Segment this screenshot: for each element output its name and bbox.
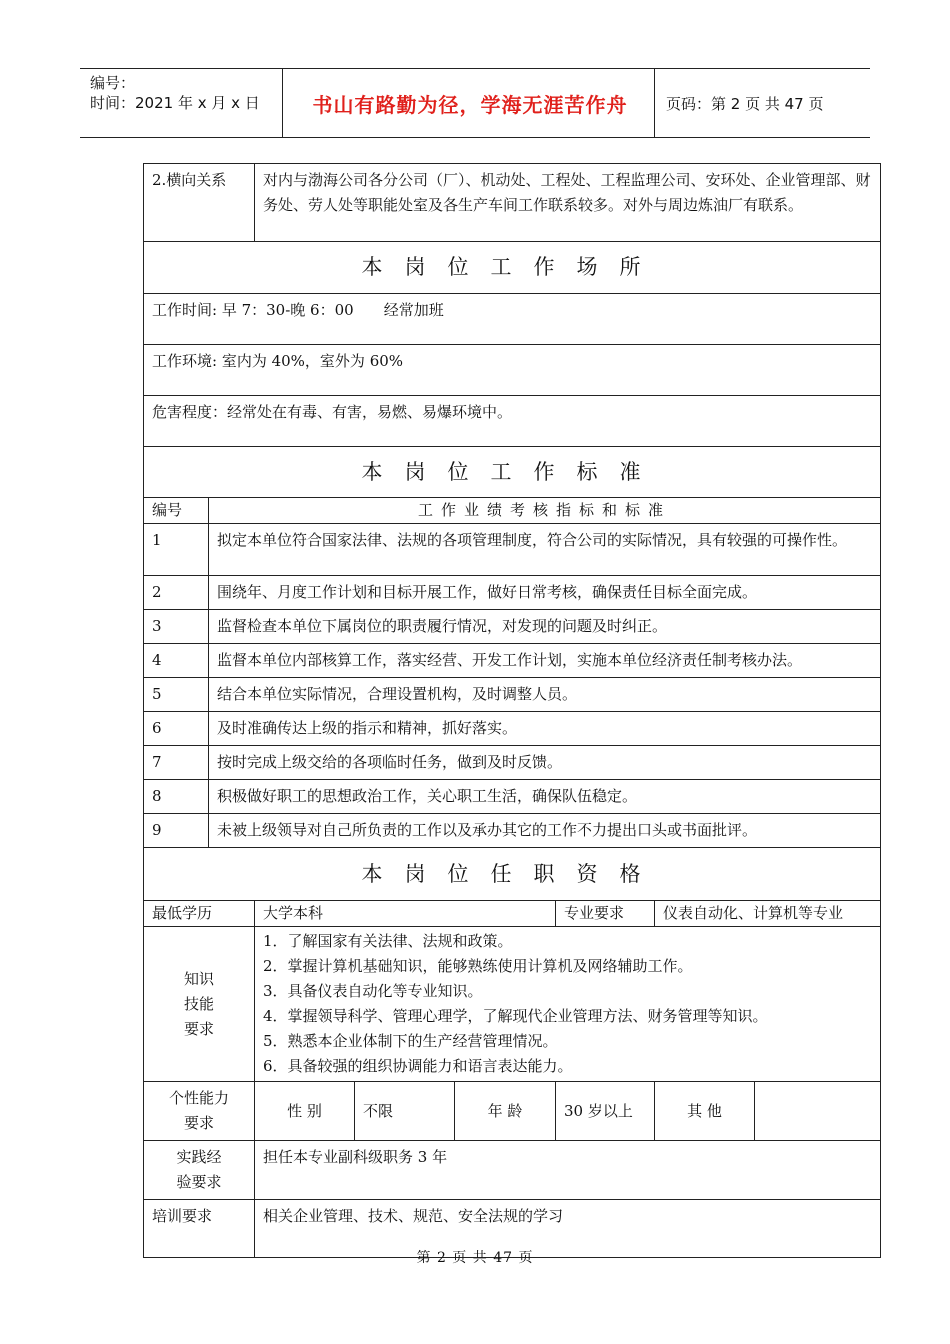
knowledge-item: 2．掌握计算机基础知识，能够熟练使用计算机及网络辅助工作。 xyxy=(263,957,693,975)
standard-number: 6 xyxy=(144,712,209,746)
standard-text: 监督本单位内部核算工作，落实经营、开发工作计划，实施本单位经济责任制考核办法。 xyxy=(209,644,881,678)
age-value: 30 岁以上 xyxy=(556,1082,655,1141)
qualifications-section-title: 本岗位任职资格 xyxy=(144,848,881,901)
practice-label-text: 实践经验要求 xyxy=(176,1148,222,1191)
standards-number-header: 编号 xyxy=(144,498,209,524)
standard-number: 9 xyxy=(144,814,209,848)
practice-label xyxy=(144,1141,255,1200)
standard-text: 按时完成上级交给的各项临时任务，做到及时反馈。 xyxy=(209,746,881,780)
knowledge-item: 6．具备较强的组织协调能力和语言表达能力。 xyxy=(263,1057,573,1075)
knowledge-item: 5．熟悉本企业体制下的生产经营管理情况。 xyxy=(263,1032,558,1050)
other-value xyxy=(755,1082,881,1141)
work-environment: 工作环境: 室内为 40%，室外为 60% xyxy=(144,345,881,396)
job-description-table xyxy=(143,163,881,1258)
standard-number: 5 xyxy=(144,678,209,712)
major-label: 专业要求 xyxy=(556,901,655,927)
relations-text: 对内与渤海公司各分公司（厂）、机动处、工程处、工程监理公司、安环处、企业管理部、财务处、劳人处等职能处室及各生产车间工作联系较多。对外与周边炼油厂有联系。 xyxy=(255,164,881,242)
standard-row xyxy=(144,712,881,746)
standard-number: 8 xyxy=(144,780,209,814)
standards-section-title: 本岗位工作标准 xyxy=(144,447,881,498)
standard-row xyxy=(144,644,881,678)
knowledge-label xyxy=(144,927,255,1082)
relations-row xyxy=(144,164,881,242)
training-value: 相关企业管理、技术、规范、安全法规的学习 xyxy=(255,1200,881,1258)
standard-text: 拟定本单位符合国家法律、法规的各项管理制度，符合公司的实际情况，具有较强的可操作性。 xyxy=(209,524,881,576)
standard-text: 监督检查本单位下属岗位的职责履行情况，对发现的问题及时纠正。 xyxy=(209,610,881,644)
header-motto: 书山有路勤为径，学海无涯苦作舟 xyxy=(312,92,628,117)
major-value: 仪表自动化、计算机等专业 xyxy=(655,901,881,927)
standard-row xyxy=(144,780,881,814)
education-label: 最低学历 xyxy=(144,901,255,927)
standard-text: 围绕年、月度工作计划和目标开展工作，做好日常考核，确保责任目标全面完成。 xyxy=(209,576,881,610)
age-label: 年 龄 xyxy=(455,1082,556,1141)
standard-row xyxy=(144,678,881,712)
work-hazard: 危害程度：经常处在有毒、有害，易燃、易爆环境中。 xyxy=(144,396,881,447)
standard-text: 未被上级领导对自己所负责的工作以及承办其它的工作不力提出口头或书面批评。 xyxy=(209,814,881,848)
practice-value: 担任本专业副科级职务 3 年 xyxy=(255,1141,881,1200)
page-header xyxy=(80,68,870,138)
work-time: 工作时间: 早 7：30-晚 6：00 经常加班 xyxy=(144,294,881,345)
knowledge-item: 1．了解国家有关法律、法规和政策。 xyxy=(263,932,513,950)
standard-row xyxy=(144,610,881,644)
gender-value: 不限 xyxy=(355,1082,455,1141)
standard-row xyxy=(144,814,881,848)
standard-number: 1 xyxy=(144,524,209,576)
knowledge-list xyxy=(255,927,881,1082)
standard-number: 2 xyxy=(144,576,209,610)
gender-label: 性 别 xyxy=(255,1082,355,1141)
document-time: 时间：2021 年 x 月 x 日 xyxy=(90,94,260,112)
header-divider xyxy=(282,69,283,137)
personal-ability-label-text: 个性能力要求 xyxy=(168,1089,229,1132)
standard-text: 积极做好职工的思想政治工作，关心职工生活，确保队伍稳定。 xyxy=(209,780,881,814)
personal-ability-label xyxy=(144,1082,255,1141)
document-number-label: 编号： xyxy=(90,74,136,92)
standard-row xyxy=(144,576,881,610)
standard-row xyxy=(144,524,881,576)
standard-number: 3 xyxy=(144,610,209,644)
standard-number: 4 xyxy=(144,644,209,678)
knowledge-label-text: 知识技能要求 xyxy=(183,969,214,1038)
standard-number: 7 xyxy=(144,746,209,780)
standard-text: 及时准确传达上级的指示和精神，抓好落实。 xyxy=(209,712,881,746)
training-label: 培训要求 xyxy=(144,1200,255,1258)
other-label: 其 他 xyxy=(655,1082,755,1141)
standard-row xyxy=(144,746,881,780)
standards-description-header: 工作业绩考核指标和标准 xyxy=(209,498,881,524)
knowledge-item: 4．掌握领导科学、管理心理学，了解现代企业管理方法、财务管理等知识。 xyxy=(263,1007,768,1025)
standard-text: 结合本单位实际情况，合理设置机构，及时调整人员。 xyxy=(209,678,881,712)
knowledge-item: 3．具备仪表自动化等专业知识。 xyxy=(263,982,483,1000)
header-left xyxy=(90,73,260,113)
page-footer: 第 2 页 共 47 页 xyxy=(416,1250,534,1266)
header-page-info: 页码：第 2 页 共 47 页 xyxy=(666,94,824,113)
education-value: 大学本科 xyxy=(255,901,556,927)
relations-label: 2.横向关系 xyxy=(144,164,255,242)
workplace-section-title: 本岗位工作场所 xyxy=(144,242,881,294)
